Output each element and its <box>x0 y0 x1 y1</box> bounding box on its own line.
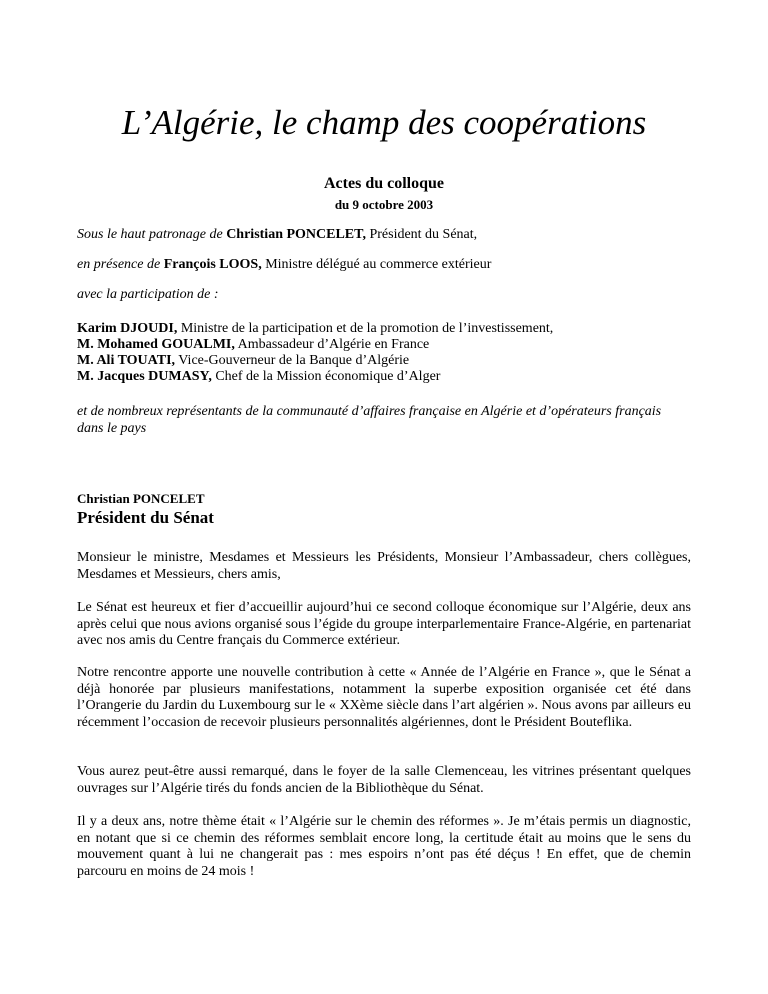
participant-name: M. Mohamed GOUALMI, <box>77 337 235 352</box>
participant-name: M. Ali TOUATI, <box>77 353 176 368</box>
participant-name: M. Jacques DUMASY, <box>77 369 212 384</box>
participant <box>77 321 691 337</box>
subtitle: Actes du colloque <box>324 175 444 192</box>
participant-role: Ambassadeur d’Algérie en France <box>237 337 430 352</box>
participant-role: Ministre de la participation et de la promotion de l’investissement, <box>180 321 554 336</box>
participation-label: avec la participation de : <box>77 287 219 302</box>
paragraph: Monsieur le ministre, Mesdames et Messieurs les Présidents, Monsieur l’Ambassadeur, chers collègues, Mesdames et Messieurs, chers amis, <box>77 550 691 582</box>
participants-list <box>77 321 691 385</box>
participant-role: Vice-Gouverneur de la Banque d’Algérie <box>178 353 410 368</box>
participant <box>77 369 691 385</box>
presence-name: François LOOS, <box>163 257 262 272</box>
patronage-prefix: Sous le haut patronage de <box>77 227 223 242</box>
presence-prefix: en présence de <box>77 257 161 272</box>
participant <box>77 353 691 369</box>
paragraph: Il y a deux ans, notre thème était « l’Algérie sur le chemin des réformes ». Je m’étais permis un diagnostic, en notant que si ce chemin des réformes semblait encore long, la certitude était au moins que le sens du mouvement quant à lui ne changerait pas : mes espoirs n’ont pas été déçus ! En effet, que de chemin parcouru en moins de 24 mois ! <box>77 814 691 879</box>
document-title: L’Algérie, le champ des coopérations <box>121 103 647 142</box>
participant-name: Karim DJOUDI, <box>77 321 178 336</box>
paragraph: Vous aurez peut-être aussi remarqué, dans le foyer de la salle Clemenceau, les vitrines présentant quelques ouvrages sur l’Algérie tirés du fonds ancien de la Bibliothèque du Sénat. <box>77 764 691 796</box>
presence-line <box>77 257 691 274</box>
speaker-title: Président du Sénat <box>77 508 214 527</box>
paragraph: Le Sénat est heureux et fier d’accueillir aujourd’hui ce second colloque économique sur l’Algérie, deux ans après celui que nous avions organisé sous l’égide du groupe interparlementaire France-Algérie, en partenariat avec nos amis du Centre français du Commerce extérieur. <box>77 600 691 648</box>
patronage-line <box>77 227 691 244</box>
participant <box>77 337 691 353</box>
date: du 9 octobre 2003 <box>334 197 434 212</box>
presence-role: Ministre délégué au commerce extérieur <box>265 257 492 272</box>
patronage-role: Président du Sénat, <box>369 227 478 242</box>
others-note: et de nombreux représentants de la communauté d’affaires française en Algérie et d’opérateurs français dans le pays <box>77 404 662 436</box>
speaker-name: Christian PONCELET <box>77 491 205 506</box>
patronage-name: Christian PONCELET, <box>226 227 366 242</box>
participant-role: Chef de la Mission économique d’Alger <box>215 369 441 384</box>
paragraph: Notre rencontre apporte une nouvelle contribution à cette « Année de l’Algérie en France », que le Sénat a déjà honorée par plusieurs manifestations, notamment la superbe exposition organisée cet été dans l’Orangerie du Jardin du Luxembourg sur le « XXème siècle dans l’art algérien ». Nous avons par ailleurs eu récemment l’occasion de recevoir plusieurs personnalités algériennes, dont le Président Bouteflika. <box>77 665 691 730</box>
